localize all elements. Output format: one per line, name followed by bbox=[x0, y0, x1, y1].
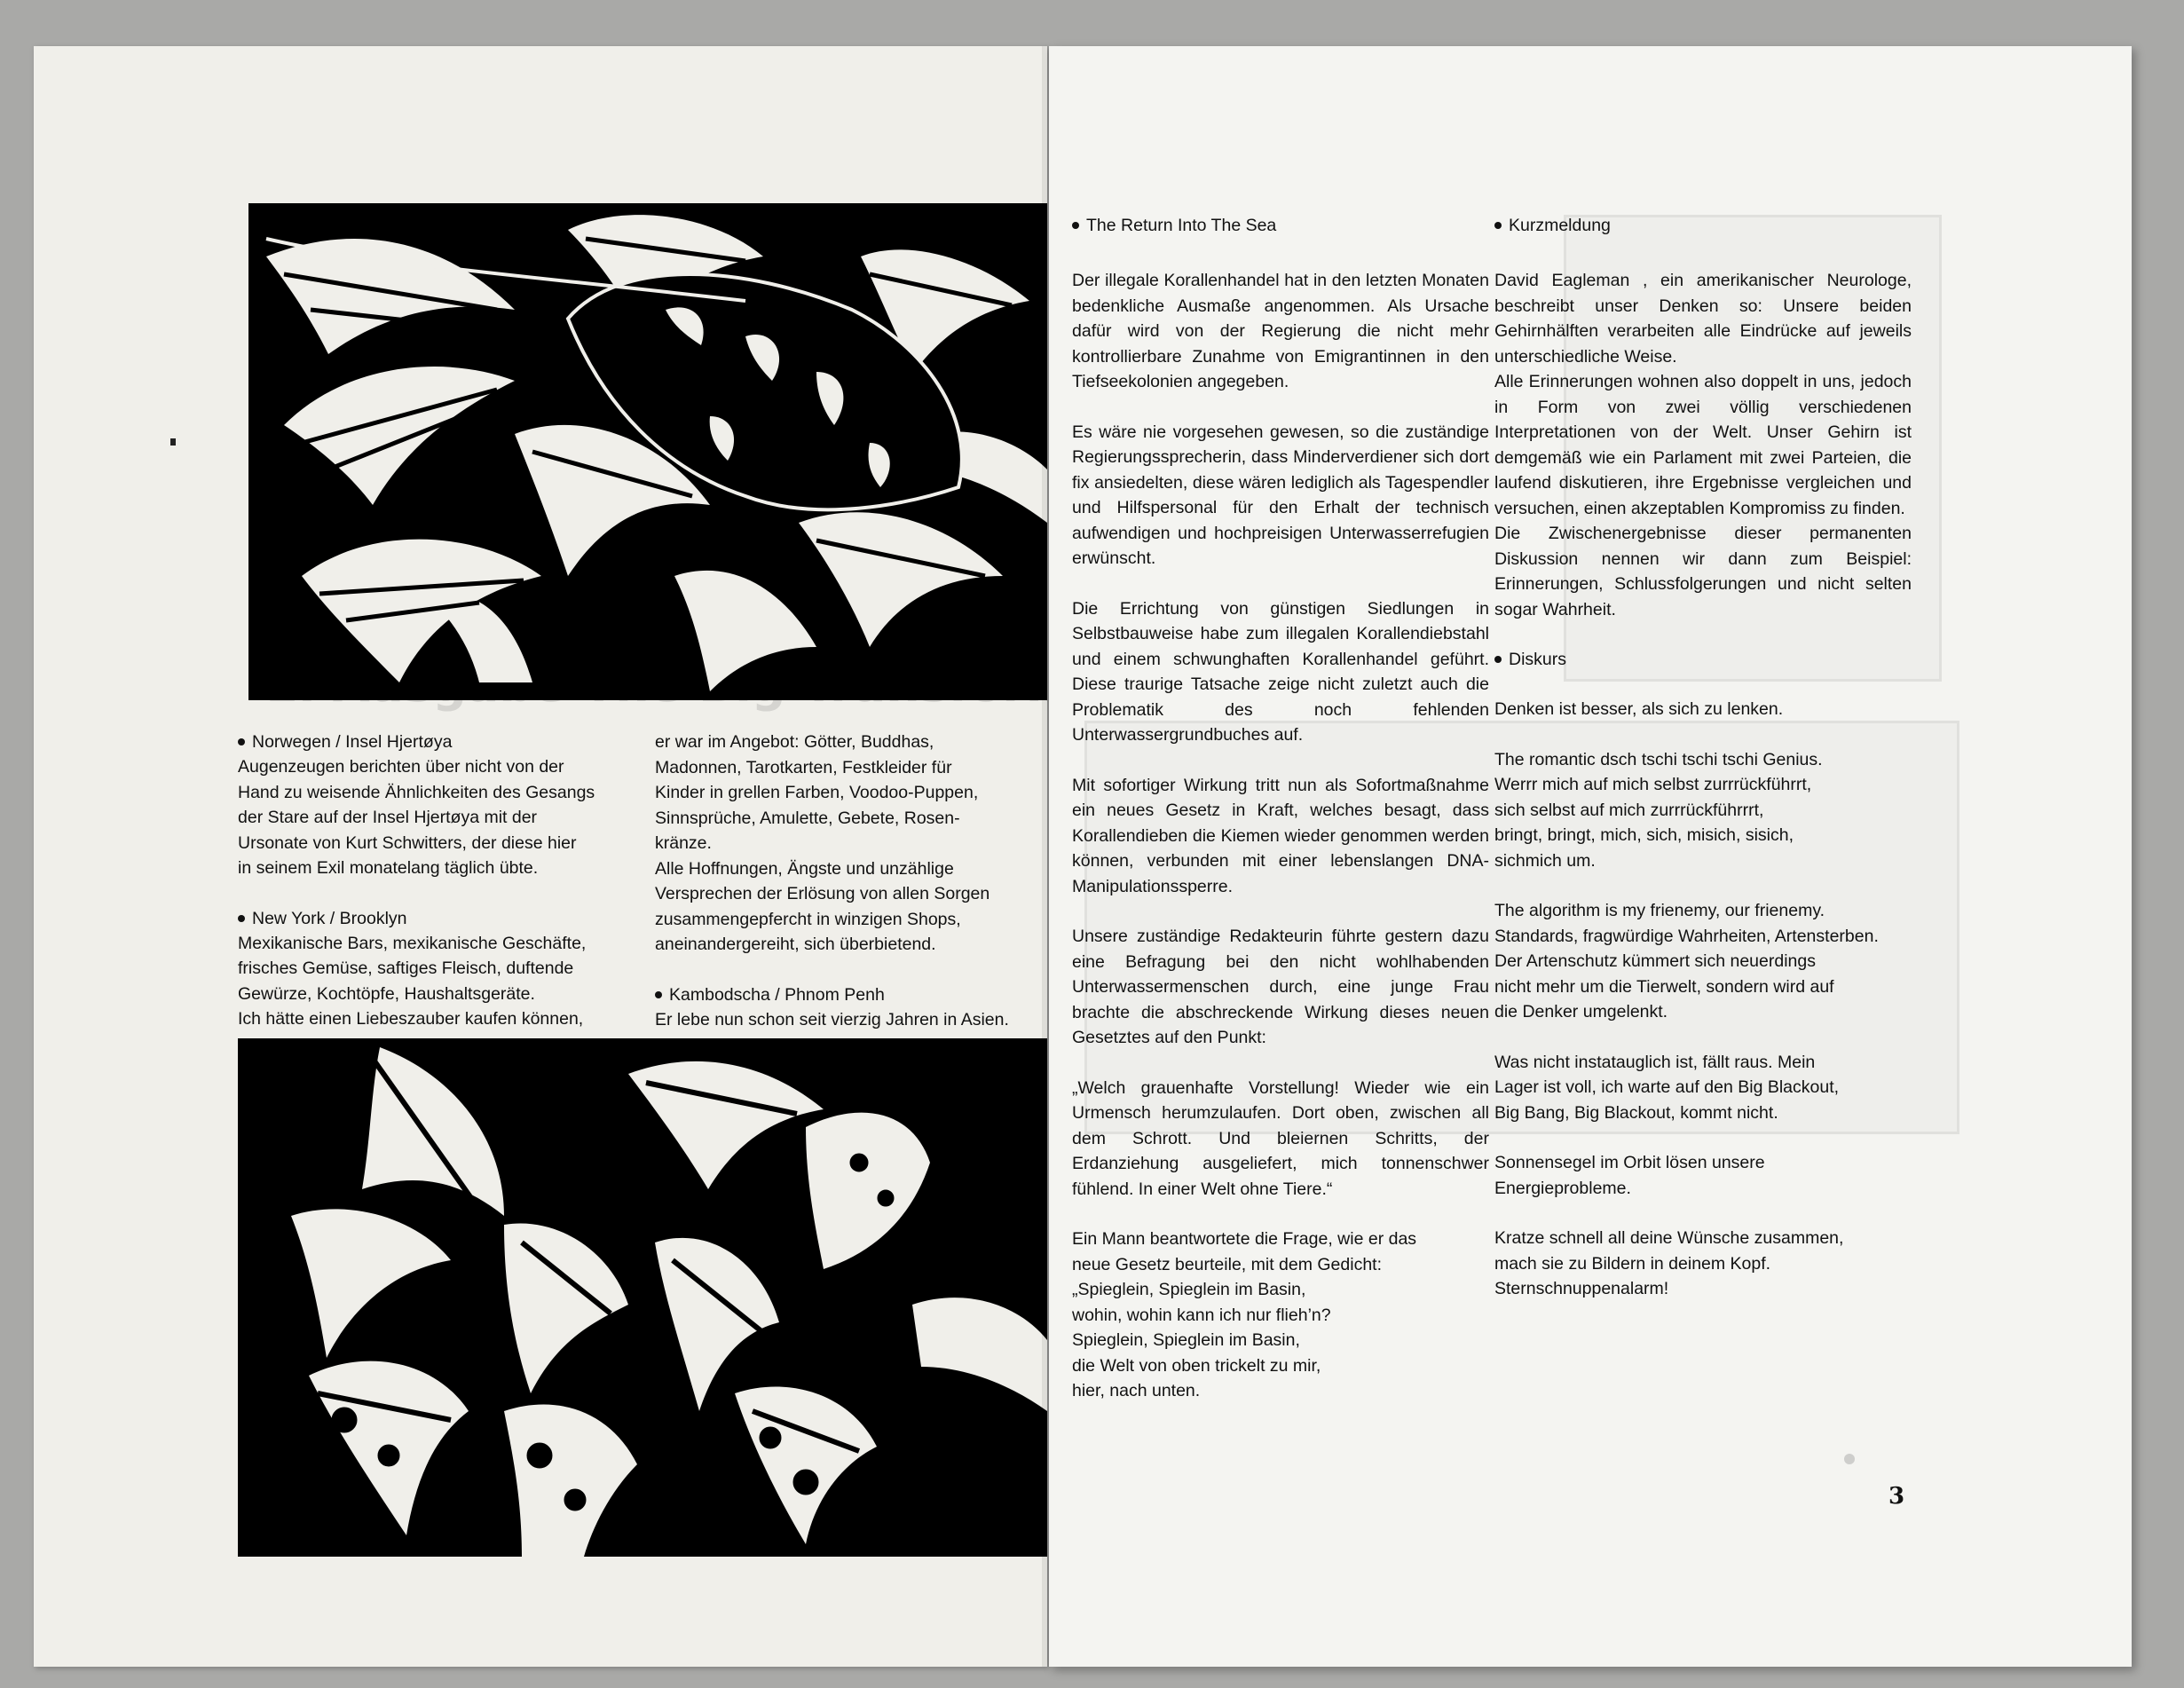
bullet-icon bbox=[1494, 222, 1502, 229]
bullet-icon bbox=[238, 915, 245, 922]
left-column-2 bbox=[655, 730, 1045, 1032]
article-quote: „Welch grauenhafte Vorstellung! Wieder wie ein Urmensch herumzulaufen. Dort oben, zwischen all dem Schrott. Und bleiernen Schritts, der Erdanziehung ausgeliefert, mich tonnenschwer fühlend. In einer Welt ohne Tiere.“ bbox=[1072, 1077, 1489, 1199]
bullet-icon bbox=[1072, 222, 1079, 229]
article-poem: Ein Mann beantwortete die Frage, wie er das neue Gesetz beurteile, mit dem Gedicht: „Spieglein, Spieglein im Basin, wohin, wohin kann ich nur flieh’n? Spieglein, Spieglein im Basin, die Welt von oben trickelt zu mir, hier, nach unten. bbox=[1072, 1229, 1417, 1400]
section-heading bbox=[655, 982, 1045, 1007]
ink-speck bbox=[170, 438, 176, 446]
section-heading bbox=[1494, 647, 1912, 672]
heading-text: Kurzmeldung bbox=[1509, 216, 1611, 235]
article-paragraph: Die Errichtung von günstigen Siedlungen in Selbstbauweise habe zum illegalen Korallendiebstahl und einem schwunghaften Korallenhandel geführt. Diese traurige Tatsache zeige nicht zuletzt auch die Problematik des noch fehlenden Unterwassergrundbuches auf. bbox=[1072, 598, 1489, 745]
jungle-leaves-drawing bbox=[248, 203, 1047, 700]
article-paragraph: Unsere zuständige Redakteurin führte gestern dazu eine Befragung bei den nicht wohlhabenden Unterwassermenschen durch, eine junge Frau brachte die abschreckende Wirkung dieses neuen Gesetztes auf den Punkt: bbox=[1072, 927, 1489, 1047]
page-number: 3 bbox=[1888, 1483, 1905, 1510]
diskurs-line: Sonnensegel im Orbit lösen unsere Energieprobleme. bbox=[1494, 1153, 1765, 1198]
bullet-icon bbox=[238, 738, 245, 745]
diskurs-line: Denken ist besser, als sich zu lenken. bbox=[1494, 699, 1784, 719]
coral-flower-illustration bbox=[238, 1038, 1047, 1557]
article-paragraph: Mit sofortiger Wirkung tritt nun als Sofortmaßnahme ein neues Gesetz in Kraft, welches besagt, dass Korallendieben die Kiemen wieder genommen werden können, verbunden mit einer lebenslangen DNA-Manipulationssperre. bbox=[1072, 775, 1489, 896]
article-paragraph: Es wäre nie vorgesehen gewesen, so die zuständige Regierungssprecherin, dass Minderverdiener sich dort fix ansiedelten, diese wären lediglich als Tagespendler und Hilfspersonal für den Erhalt der technisch aufwendigen und hochpreisigen Unterwasserrefugien erwünscht. bbox=[1072, 422, 1489, 568]
diskurs-line: The algorithm is my frienemy, our frienemy. Standards, fragwürdige Wahrheiten, Artensterben. Der Artenschutz kümmert sich neuerdings nicht mehr um die Tierwelt, sondern wird auf die Denker umgelenkt. bbox=[1494, 901, 1879, 1021]
article-paragraph: Der illegale Korallenhandel hat in den letzten Monaten bedenkliche Ausmaße angenommen. Als Ursache dafür wird von der Regierung die nicht mehr kontrollierbare Zunahme von Emigrantinnen in den Tiefseekolonien angegeben. bbox=[1072, 271, 1489, 391]
monstera-leaf-illustration bbox=[248, 203, 1047, 700]
news-body: Er lebe nun schon seit vierzig Jahren in Asien. bbox=[655, 1009, 1009, 1029]
right-column-1 bbox=[1072, 213, 1489, 1404]
news-body: Augenzeugen berichten über nicht von der Hand zu weisende Ähnlichkeiten des Gesangs der Stare auf der Insel Hjertøya mit der Ursonate von Kurt Schwitters, der diese hier in seinem Exil monatelang täglich übte. bbox=[238, 757, 595, 878]
heading-text: New York / Brooklyn bbox=[252, 908, 407, 928]
right-column-2 bbox=[1494, 213, 1912, 1302]
heading-text: Kambodscha / Phnom Penh bbox=[669, 984, 885, 1005]
coral-flowers-drawing bbox=[238, 1038, 1047, 1557]
diskurs-line: Was nicht instatauglich ist, fällt raus. Mein Lager ist voll, ich warte auf den Big Blackout, Big Bang, Big Blackout, kommt nicht. bbox=[1494, 1052, 1840, 1123]
news-body-continued: er war im Angebot: Götter, Buddhas, Madonnen, Tarotkarten, Festkleider für Kinder in grellen Farben, Voodoo-Puppen, Sinnsprüche, Amulette, Gebete, Rosen- kränze. Alle Hoffnungen, Ängste und unzählige Versprechen der Erlösung von allen Sorgen zusammengepfercht in winzigen Shops, aneinandergereiht, sich überbietend. bbox=[655, 732, 990, 954]
heading-text: The Return Into The Sea bbox=[1086, 216, 1277, 235]
show-through-mark bbox=[1844, 1454, 1855, 1464]
heading-text: Norwegen / Insel Hjertøya bbox=[252, 732, 453, 752]
section-heading bbox=[1494, 213, 1912, 238]
bullet-icon bbox=[1494, 656, 1502, 663]
right-page bbox=[1049, 46, 2132, 1667]
left-column-1 bbox=[238, 730, 628, 1032]
section-heading bbox=[238, 906, 628, 931]
heading-text: Diskurs bbox=[1509, 650, 1567, 669]
news-item-new-york bbox=[238, 906, 628, 1032]
bullet-icon bbox=[655, 991, 662, 998]
news-body: Mexikanische Bars, mexikanische Geschäfte, frisches Gemüse, saftiges Fleisch, duftende Gewürze, Kochtöpfe, Haushaltsgeräte. Ich hätte einen Liebeszauber kaufen können, bbox=[238, 933, 587, 1029]
diskurs-line: Kratze schnell all deine Wünsche zusammen, mach sie zu Bildern in deinem Kopf. Sternschnuppenalarm! bbox=[1494, 1228, 1844, 1298]
left-page bbox=[34, 46, 1047, 1667]
news-item-norwegen bbox=[238, 730, 628, 881]
section-heading bbox=[238, 730, 628, 754]
diskurs-line: The romantic dsch tschi tschi tschi Genius. Werrr mich auf mich selbst zurrrückführrt, sich selbst auf mich zurrrückführrrt, bringt, bringt, mich, sich, misich, sisich, sichmich um. bbox=[1494, 749, 1823, 871]
section-heading bbox=[1072, 213, 1489, 238]
news-item-kambodscha bbox=[655, 982, 1045, 1033]
kurzmeldung-body: David Eagleman , ein amerikanischer Neurologe, beschreibt unser Denken so: Unsere beiden Gehirnhälften verarbeiten alle Eindrücke auf jeweils unterschiedliche Weise. Alle Erinnerungen wohnen also doppelt in uns, jedoch in Form von zwei völlig verschiedenen Interpretationen von der Welt. Unser Gehirn ist demgemäß wie ein Parlament mit zwei Parteien, die laufend diskutieren, ihre Ergebnisse vergleichen und versuchen, einen akzeptablen Kompromiss zu finden. Die Zwischenergebnisse dieser permanenten Diskussion nennen wir dann zum Beispiel: Erinnerungen, Schlussfolgerungen und nicht selten sogar Wahrheit. bbox=[1494, 271, 1912, 619]
